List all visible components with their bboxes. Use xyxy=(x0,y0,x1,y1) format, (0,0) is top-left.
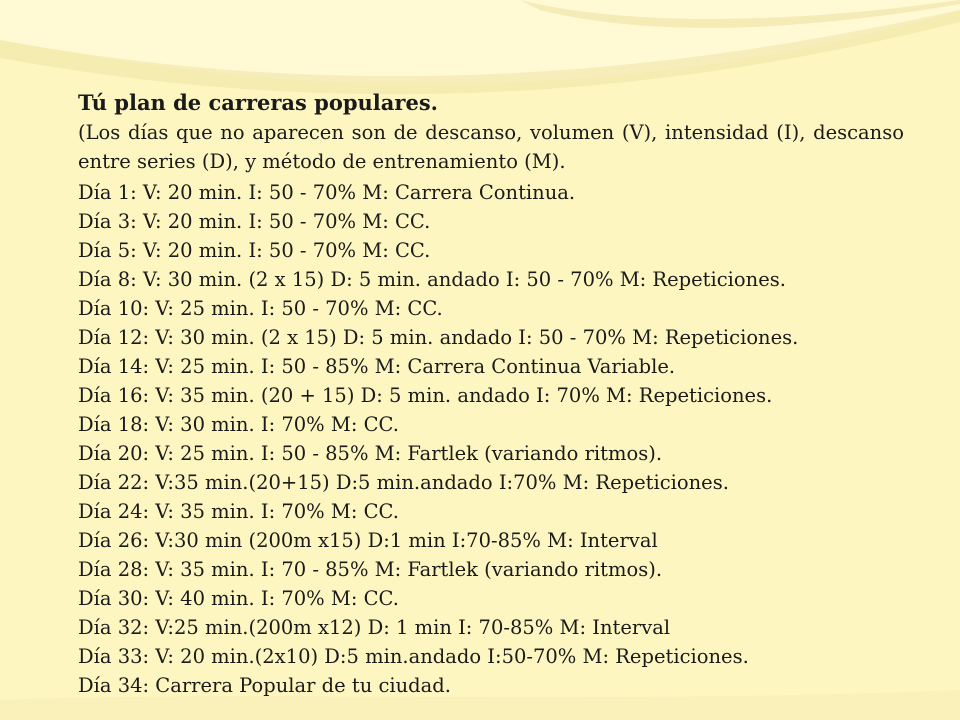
plan-line-day-22: Día 22: V:35 min.(20+15) D:5 min.andado I:70% M: Repeticiones. xyxy=(78,471,729,494)
intro-text: (Los días que no aparecen son de descanso, volumen (V), intensidad (I), descanso entre series (D), y método de entrenamiento (M). xyxy=(78,121,904,173)
slide-content xyxy=(78,88,904,700)
plan-line-day-26: Día 26: V:30 min (200m x15) D:1 min I:70-85% M: Interval xyxy=(78,529,658,552)
plan-line-day-24: Día 24: V: 35 min. I: 70% M: CC. xyxy=(78,500,399,523)
slide-title: Tú plan de carreras populares. xyxy=(78,90,438,115)
plan-line-day-32: Día 32: V:25 min.(200m x12) D: 1 min I: 70-85% M: Interval xyxy=(78,616,671,639)
plan-line-day-28: Día 28: V: 35 min. I: 70 - 85% M: Fartlek (variando ritmos). xyxy=(78,558,663,581)
plan-line-day-1: Día 1: V: 20 min. I: 50 - 70% M: Carrera Continua. xyxy=(78,181,576,204)
plan-line-day-14: Día 14: V: 25 min. I: 50 - 85% M: Carrera Continua Variable. xyxy=(78,355,676,378)
plan-line-day-18: Día 18: V: 30 min. I: 70% M: CC. xyxy=(78,413,399,436)
plan-line-day-5: Día 5: V: 20 min. I: 50 - 70% M: CC. xyxy=(78,239,431,262)
plan-line-day-16: Día 16: V: 35 min. (20 + 15) D: 5 min. andado I: 70% M: Repeticiones. xyxy=(78,384,773,407)
plan-line-day-10: Día 10: V: 25 min. I: 50 - 70% M: CC. xyxy=(78,297,443,320)
plan-line-day-20: Día 20: V: 25 min. I: 50 - 85% M: Fartlek (variando ritmos). xyxy=(78,442,663,465)
plan-line-day-8: Día 8: V: 30 min. (2 x 15) D: 5 min. andado I: 50 - 70% M: Repeticiones. xyxy=(78,268,786,291)
plan-line-day-12: Día 12: V: 30 min. (2 x 15) D: 5 min. andado I: 50 - 70% M: Repeticiones. xyxy=(78,326,799,349)
plan-line-day-33: Día 33: V: 20 min.(2x10) D:5 min.andado I:50-70% M: Repeticiones. xyxy=(78,645,749,668)
plan-line-day-34: Día 34: Carrera Popular de tu ciudad. xyxy=(78,674,451,697)
plan-line-day-3: Día 3: V: 20 min. I: 50 - 70% M: CC. xyxy=(78,210,431,233)
plan-line-day-30: Día 30: V: 40 min. I: 70% M: CC. xyxy=(78,587,399,610)
